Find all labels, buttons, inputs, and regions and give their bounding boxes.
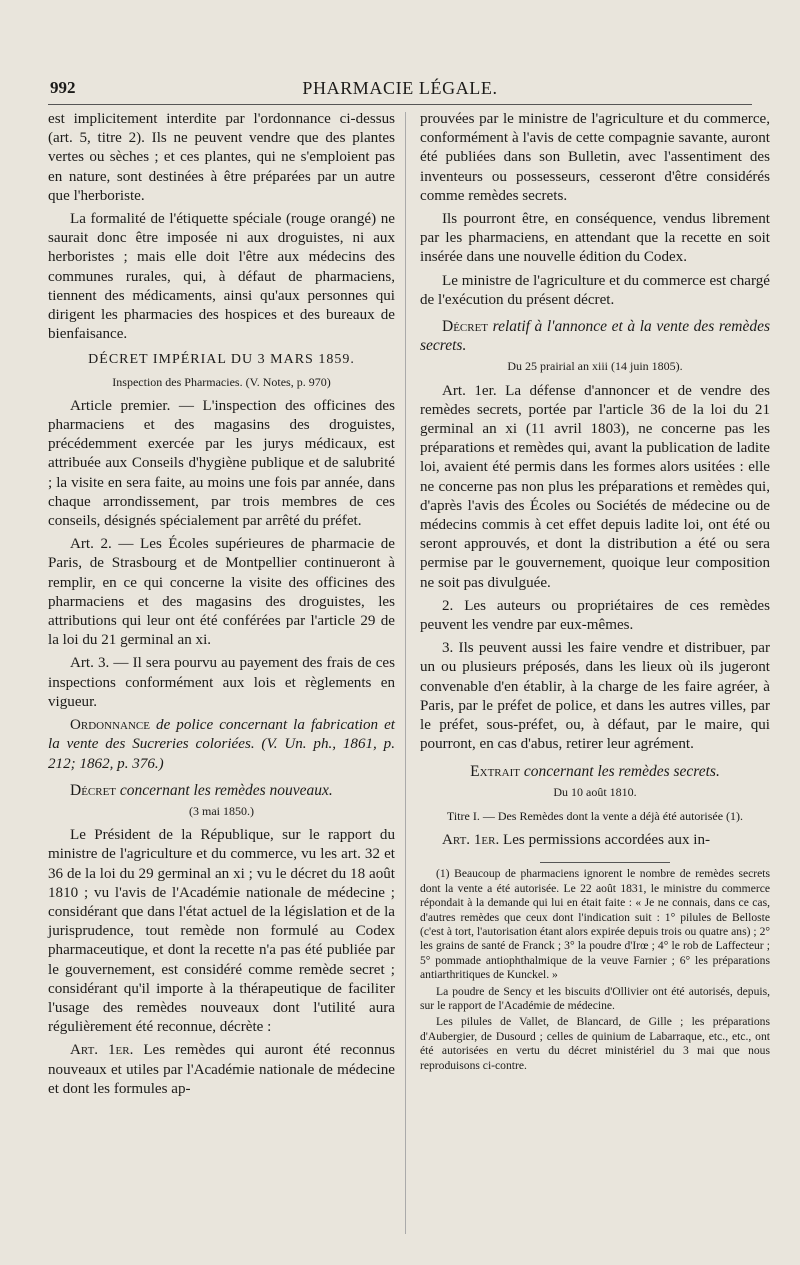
running-title: PHARMACIE LÉGALE. (302, 78, 498, 98)
paragraph: Ils pourront être, en conséquence, vendus librement par les pharmaciens, en attendant que la recette en soit insérée dans une nouvelle édition du Codex. (420, 211, 770, 266)
ordonnance-label: Ordonnance (70, 717, 150, 734)
column-divider (405, 112, 406, 1234)
paragraph: prouvées par le ministre de l'agriculture et du commerce, conformément à l'avis de cette compagnie savante, auront été publiées dans son Bulletin, avec l'assentiment des inventeurs ou possesseurs, cesseront d'être considérés comme remèdes secrets. (420, 111, 770, 204)
left-column (48, 110, 395, 1103)
decree-subject: concernant les remèdes nouveaux. (116, 781, 333, 799)
ordonnance-heading (48, 716, 395, 774)
article (420, 831, 770, 850)
page-header (50, 78, 750, 102)
paragraph: La formalité de l'étiquette spéciale (rouge orangé) ne saurait donc être imposée ni aux droguistes, ni aux herboristes ; mais elle doit l'être aux médecins des communes rurales, qui, à défaut de pharmaciens, tiennent des médicaments, ainsi qu'aux personnes qui dirigent les pharmacies des hospices et des bureaux de bienfaisance. (48, 211, 395, 343)
article: Art. 1er. La défense d'annoncer et de vendre des remèdes secrets, portée par l'article 36 de la loi du 21 germinal an xi (11 avril 1803), ne concerne pas les préparations et remèdes qui, avant la publication de ladite loi, avaient été permis dans les formes alors usitées : elle ne concerne pas non plus les préparations et remèdes qui, d'après l'avis des Écoles ou Sociétés de médecine ou de médecins commis à cet effet depuis ladite loi, ont été ou seront approuvés, et dont la distribution a été ou sera permise par le gouvernement, quoique leur composition ne soit pas divulguée. (420, 382, 770, 591)
extract-subject: concernant les remèdes secrets. (519, 762, 720, 780)
decree-subject: relatif à l'annonce et à la vente des remèdes secrets. (420, 318, 770, 355)
extract-label: Extrait (470, 762, 520, 780)
decree-heading (420, 317, 770, 355)
decree-date: (3 mai 1850.) (189, 803, 254, 818)
article-text: Les remèdes qui auront été reconnus nouveaux et utiles par l'Académie nationale de médecine et dont les formules ap- (48, 1042, 395, 1097)
decree-heading (48, 781, 395, 800)
footnote-rule (540, 862, 670, 863)
article: 2. Les auteurs ou propriétaires de ces remèdes peuvent les vendre par eux-mêmes. (420, 597, 770, 634)
extract-heading (420, 762, 770, 781)
footnote: (1) Beaucoup de pharmaciens ignorent le nombre de remèdes secrets dont la vente a été autorisée. Le 22 août 1831, le ministre du commerce répondait à la demande qui lui en était faite : « Je ne connais, dans ce cas, d'autres remèdes que ceux dont l'indication suit : 1° pilules de Belloste (c'est à tort, l'autorisation étant alors expirée depuis trois ou quatre ans) ; 2° les grains de santé de Franck ; 3° la poudre d'Irœ ; 4° le rob de Laffecteur ; 5° pommade antiophthalmique de la veuve Farnier ; 6° les préparations antiarthritiques de Kunckel. » (420, 867, 770, 982)
article-label: Art. 1er. (70, 1042, 134, 1059)
right-column (420, 110, 770, 1075)
paragraph: Le ministre de l'agriculture et du commerce est chargé de l'exécution du présent décret. (420, 272, 770, 308)
footnote: La poudre de Sency et les biscuits d'Ollivier ont été autorisés, depuis, sur le rapport de l'Académie de médecine. (420, 984, 770, 1012)
decree-label: Décret (70, 781, 117, 799)
article: 3. Ils peuvent aussi les faire vendre et distribuer, par un ou plusieurs préposés, dans les lieux où ils jugeront convenable d'en établir, à la charge de les faire agréer, à Paris, par le préfet de police, et dans les autres villes, par le préfet, sous-préfet, ou, à défaut, par le maire, qui pourront, en cas d'abus, retirer leur agrément. (420, 640, 770, 753)
article: Art. 3. — Il sera pourvu au payement des frais de ces inspections conformément aux lois et règlements en vigueur. (48, 655, 395, 710)
decree-label: Décret (442, 318, 489, 336)
article: Article premier. — L'inspection des officines des pharmaciens et des magasins des droguistes, précédemment exercée par les jurys médicaux, est attribuée aux Conseils d'hygiène publique et de salubrité ; la visite en sera faite, au moins une fois par année, dans chaque arrondissement, par trois membres de ces conseils, désignés spécialement par arrêté du préfet. (48, 397, 395, 530)
decree-preamble: Le Président de la République, sur le rapport du ministre de l'agriculture et du commerce, vu les art. 32 et 36 de la loi du 29 germinal an xi ; vu le décret du 18 août 1810 ; vu l'avis de l'Académie nationale de médecine ; considérant que dans l'état actuel de la législation et de la jurisprudence, tout remède non formulé au Codex pharmaceutique, et dont la recette n'a pas été publiée par le gouvernement, est considéré comme remède secret ; considérant qu'il importe à la thérapeutique de faciliter l'usage des remèdes nouveaux dont l'utilité aura régulièrement été reconnue, décrète : (48, 827, 395, 1036)
footnote: Les pilules de Vallet, de Blancard, de Gille ; les préparations d'Aubergier, de Dusourd ; celles de quinium de Labarraque, etc., etc., ont été autorisées en vertu du décret ministériel du 3 mai que nous reproduisons ci-contre. (420, 1015, 770, 1072)
article: Art. 2. — Les Écoles supérieures de pharmacie de Paris, de Strasbourg et de Montpellier continueront à remplir, en ce qui concerne la visite des officines des pharmaciens et des magasins des droguistes, les attributions qui leur ont été conférées par l'article 29 de la loi du 21 germinal an xi. (48, 536, 395, 649)
article-label: Art. 1er. (442, 832, 500, 849)
article (48, 1041, 395, 1099)
title-heading: Titre I. — Des Remèdes dont la vente a déjà été autorisée (1). (446, 808, 744, 823)
decree-title: DÉCRET IMPÉRIAL DU 3 MARS 1859. (88, 352, 355, 368)
page-number: 992 (50, 78, 76, 97)
decree-date: Du 25 prairial an xiii (14 juin 1805). (507, 359, 683, 374)
decree-subtitle: Inspection des Pharmacies. (V. Notes, p. 970) (112, 374, 331, 389)
extract-date: Du 10 août 1810. (553, 784, 637, 799)
header-rule (48, 104, 752, 105)
article-text: Les permissions accordées aux in- (499, 832, 711, 849)
paragraph: est implicitement interdite par l'ordonnance ci-dessus (art. 5, titre 2). Ils ne peuvent vendre que des plantes vertes ou sèches ; et ces plantes, qui ne s'emploient pas en nature, sont destinées à être préparées par un autre que l'herboriste. (48, 111, 395, 204)
ordonnance-text: de police concernant la fabrication et la vente des Sucreries coloriées. (V. Un. ph., 1861, p. 212; 1862, p. 376.) (48, 717, 395, 772)
